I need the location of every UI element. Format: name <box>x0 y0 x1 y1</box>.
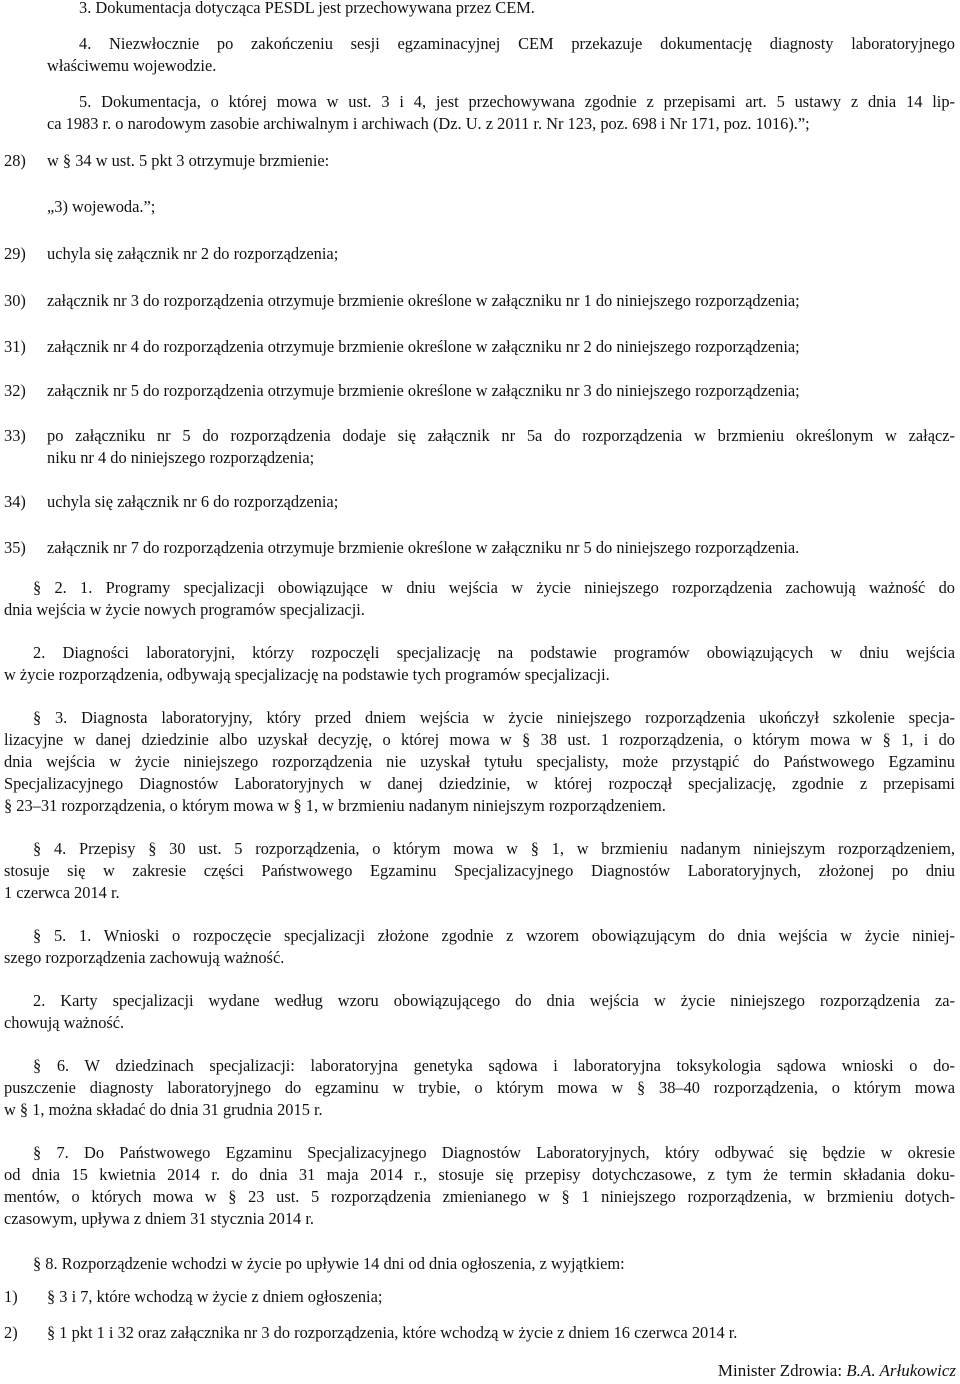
paragraph-line: § 4. Przepisy § 30 ust. 5 rozporządzenia, o którym mowa w § 1, w brzmieniu nadanym niniejszym rozporządzeniem, <box>33 839 955 858</box>
item-text: uchyla się załącznik nr 2 do rozporządzenia; <box>47 244 339 263</box>
paragraph-line: w § 1, można składać do dnia 31 grudnia 2015 r. <box>4 1100 323 1119</box>
item-text: po załączniku nr 5 do rozporządzenia dodaje się załącznik nr 5a do rozporządzenia w brzmieniu określonym w załącz- <box>47 426 955 445</box>
paragraph-line: czasowym, upływa z dniem 31 stycznia 2014 r. <box>4 1209 314 1228</box>
paragraph-line: 2. Diagności laboratoryjni, którzy rozpoczęli specjalizację na podstawie programów obowiązujących w dniu wejścia <box>33 643 955 662</box>
item-text: niku nr 4 do niniejszego rozporządzenia; <box>47 448 315 467</box>
text-line: ca 1983 r. o narodowym zasobie archiwalnym i archiwach (Dz. U. z 2011 r. Nr 123, poz. 698 i Nr 171, poz. 1016).”; <box>47 114 810 133</box>
paragraph-line: chowują ważność. <box>4 1013 125 1032</box>
item-number: 30) <box>4 291 26 310</box>
item-number: 1) <box>4 1287 18 1306</box>
signature-name: B.A. Arłukowicz <box>846 1361 956 1380</box>
paragraph-line: stosuje się w zakresie części Państwowego Egzaminu Specjalizacyjnego Diagnostów Laboratoryjnych, złożonej po dniu <box>4 861 955 880</box>
paragraph-line: dnia wejścia w życie nowych programów specjalizacji. <box>4 600 365 619</box>
item-number: 35) <box>4 538 26 557</box>
paragraph-line: § 6. W dziedzinach specjalizacji: laboratoryjna genetyka sądowa i laboratoryjna toksykologia sądowa wnioski o do- <box>33 1056 955 1075</box>
signature-role: Minister Zdrowia: <box>717 1361 847 1380</box>
paragraph-line: od dnia 15 kwietnia 2014 r. do dnia 31 maja 2014 r., stosuje się przepisy dotychczasowe, z tym że termin składania doku- <box>4 1165 955 1184</box>
signature <box>718 1360 956 1381</box>
item-text: § 3 i 7, które wchodzą w życie z dniem ogłoszenia; <box>47 1287 383 1306</box>
paragraph-line: § 7. Do Państwowego Egzaminu Specjalizacyjnego Diagnostów Laboratoryjnych, który odbywać się będzie w okresie <box>33 1143 955 1162</box>
item-text: „3) wojewoda.”; <box>47 197 156 216</box>
paragraph-line: § 8. Rozporządzenie wchodzi w życie po upływie 14 dni od dnia ogłoszenia, z wyjątkiem: <box>33 1254 625 1273</box>
item-number: 31) <box>4 337 26 356</box>
item-number: 32) <box>4 381 26 400</box>
item-text: załącznik nr 7 do rozporządzenia otrzymuje brzmienie określone w załączniku nr 5 do niniejszego rozporządzenia. <box>47 538 800 557</box>
item-number: 33) <box>4 426 26 445</box>
item-number: 29) <box>4 244 26 263</box>
item-number: 34) <box>4 492 26 511</box>
item-number: 2) <box>4 1323 18 1342</box>
item-text: uchyla się załącznik nr 6 do rozporządzenia; <box>47 492 339 511</box>
paragraph-line: dnia wejścia w życie niniejszego rozporządzenia nie uzyskał tytułu specjalisty, może przystąpić do Państwowego Egzaminu <box>4 752 955 771</box>
paragraph-line: § 23–31 rozporządzenia, o którym mowa w § 1, w brzmieniu nadanym niniejszym rozporządzeniem. <box>4 796 666 815</box>
item-text: załącznik nr 5 do rozporządzenia otrzymuje brzmienie określone w załączniku nr 3 do niniejszego rozporządzenia; <box>47 381 800 400</box>
paragraph-line: Specjalizacyjnego Diagnostów Laboratoryjnych w danej dziedzinie, w której rozpoczął specjalizację, zgodnie z przepisami <box>4 774 955 793</box>
paragraph-line: w życie rozporządzenia, odbywają specjalizację na podstawie tych programów specjalizacji. <box>4 665 610 684</box>
item-text: załącznik nr 4 do rozporządzenia otrzymuje brzmienie określone w załączniku nr 2 do niniejszego rozporządzenia; <box>47 337 800 356</box>
paragraph-line: lizacyjne w danej dziedzinie albo uzyskał decyzję, o której mowa w § 38 ust. 1 rozporządzenia, o którym mowa w § 1, i do <box>4 730 955 749</box>
item-text: § 1 pkt 1 i 32 oraz załącznika nr 3 do rozporządzenia, które wchodzą w życie z dniem 16 czerwca 2014 r. <box>47 1323 738 1342</box>
text-line: właściwemu wojewodzie. <box>47 56 217 75</box>
paragraph-line: § 5. 1. Wnioski o rozpoczęcie specjalizacji złożone zgodnie z wzorem obowiązującym do dnia wejścia w życie niniej- <box>33 926 955 945</box>
paragraph-line: § 3. Diagnosta laboratoryjny, który przed dniem wejścia w życie niniejszego rozporządzenia ukończył szkolenie specja- <box>33 708 955 727</box>
paragraph-line: 1 czerwca 2014 r. <box>4 883 120 902</box>
text-line: 4. Niezwłocznie po zakończeniu sesji egzaminacyjnej CEM przekazuje dokumentację diagnosty laboratoryjnego <box>79 34 955 53</box>
text-line: 3. Dokumentacja dotycząca PESDL jest przechowywana przez CEM. <box>79 0 535 17</box>
text-line: 5. Dokumentacja, o której mowa w ust. 3 i 4, jest przechowywana zgodnie z przepisami art. 5 ustawy z dnia 14 lip- <box>79 92 955 111</box>
item-number: 28) <box>4 151 26 170</box>
paragraph-line: mentów, o których mowa w § 23 ust. 5 rozporządzenia zmienianego w § 1 niniejszego rozporządzenia, w brzmieniu dotych- <box>4 1187 955 1206</box>
paragraph-line: 2. Karty specjalizacji wydane według wzoru obowiązującego do dnia wejścia w życie niniejszego rozporządzenia za- <box>33 991 955 1010</box>
paragraph-line: szego rozporządzenia zachowują ważność. <box>4 948 285 967</box>
item-text: w § 34 w ust. 5 pkt 3 otrzymuje brzmienie: <box>47 151 330 170</box>
paragraph-line: § 2. 1. Programy specjalizacji obowiązujące w dniu wejścia w życie niniejszego rozporządzenia zachowują ważność do <box>33 578 955 597</box>
paragraph-line: puszczenie diagnosty laboratoryjnego do egzaminu w trybie, o którym mowa w § 38–40 rozporządzenia, o którym mowa <box>4 1078 955 1097</box>
item-text: załącznik nr 3 do rozporządzenia otrzymuje brzmienie określone w załączniku nr 1 do niniejszego rozporządzenia; <box>47 291 800 310</box>
